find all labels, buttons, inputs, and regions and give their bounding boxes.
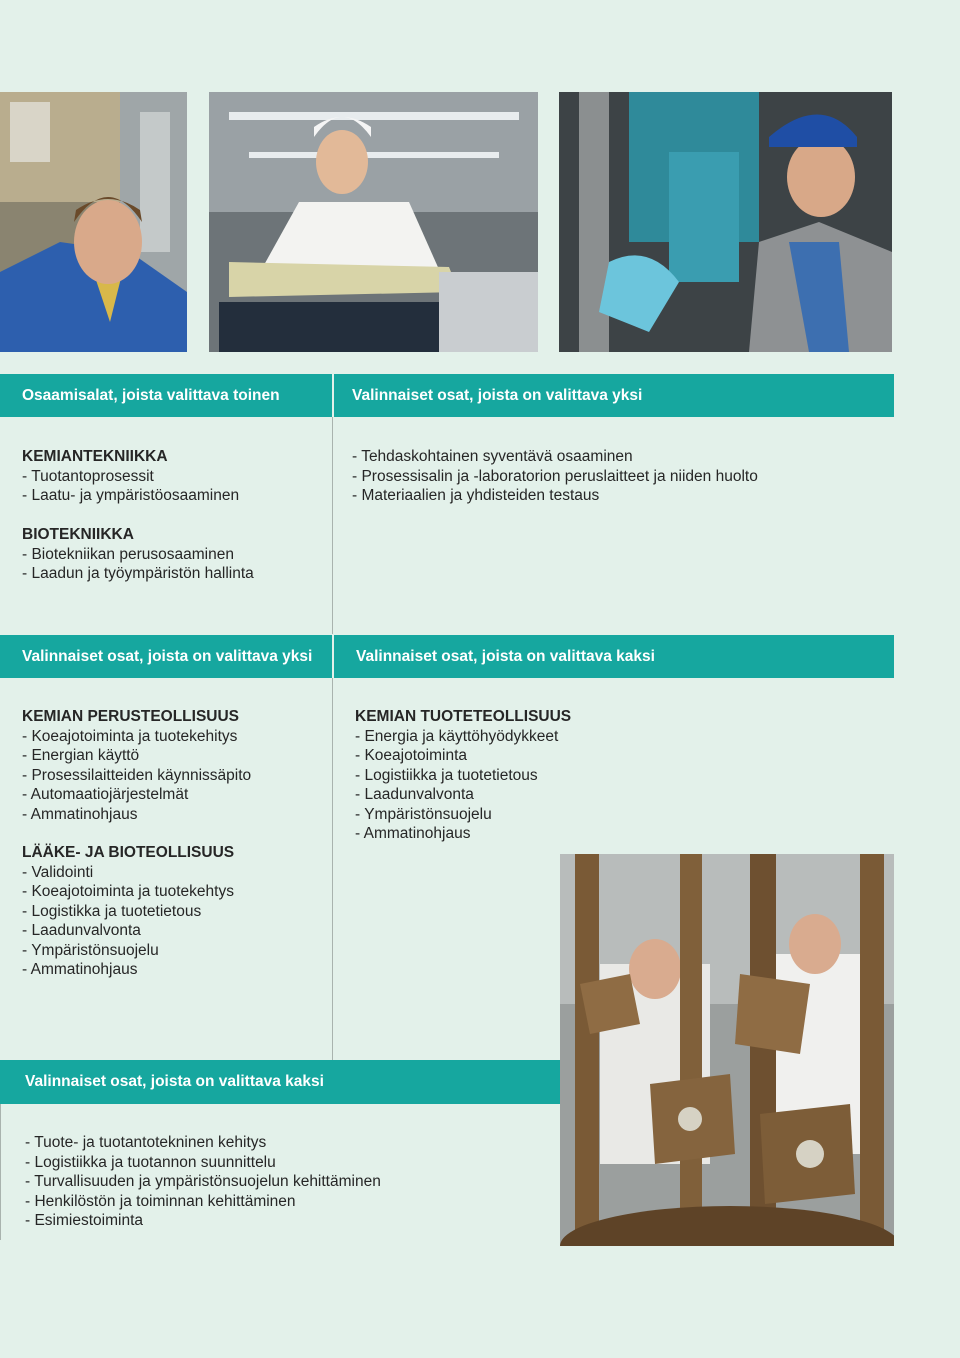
list-item: - Henkilöstön ja toiminnan kehittäminen bbox=[25, 1192, 296, 1210]
tuoteteollisuus-block bbox=[355, 707, 571, 844]
list-item: - Ammatinohjaus bbox=[355, 825, 471, 842]
list-item: - Koeajotoiminta bbox=[355, 747, 468, 764]
list-item: - Automaatiojärjestelmät bbox=[22, 786, 189, 803]
list-item: - Koeajotoiminta ja tuotekehitys bbox=[22, 727, 238, 745]
list-item: - Prosessisalin ja -laboratorion peruslaitteet ja niiden huolto bbox=[352, 467, 758, 485]
section1-left-header: Osaamisalat, joista valittava toinen bbox=[22, 386, 280, 404]
section1-header-bar bbox=[0, 374, 894, 417]
list-item: - Logistikka ja tuotetietous bbox=[22, 902, 202, 920]
list-item: - Laadunvalvonta bbox=[355, 786, 474, 803]
list-item: - Energia ja käyttöhyödykkeet bbox=[355, 727, 559, 745]
list-item: - Laadunvalvonta bbox=[22, 922, 141, 939]
section1-header-divider bbox=[332, 374, 334, 417]
kemiantekniikka-title: KEMIANTEKNIIKKA bbox=[22, 448, 168, 465]
section3-header: Valinnaiset osat, joista on valittava kaksi bbox=[25, 1073, 324, 1090]
laake-title: LÄÄKE- JA BIOTEOLLISUUS bbox=[22, 844, 235, 861]
biotekniikka-block bbox=[22, 525, 254, 584]
photo-tank-mixers bbox=[560, 854, 894, 1246]
list-item: - Ammatinohjaus bbox=[22, 961, 138, 978]
list-item: - Validointi bbox=[22, 863, 94, 881]
section3-list bbox=[25, 1133, 381, 1231]
list-item: - Laatu- ja ympäristöosaaminen bbox=[22, 487, 240, 504]
section2-left-header: Valinnaiset osat, joista on valittava yksi bbox=[22, 647, 313, 665]
list-item: - Laadun ja työympäristön hallinta bbox=[22, 565, 254, 582]
list-item: - Koeajotoiminta ja tuotekehtys bbox=[22, 883, 234, 900]
list-item: - Prosessilaitteiden käynnissäpito bbox=[22, 766, 252, 784]
list-item: - Tehdaskohtainen syventävä osaaminen bbox=[352, 448, 633, 465]
section2-header-bar bbox=[0, 635, 894, 678]
photo-lab-technician bbox=[209, 92, 538, 352]
section1-column-divider bbox=[332, 417, 333, 634]
list-item: - Tuotantoprosessit bbox=[22, 467, 154, 485]
section1-right-list bbox=[352, 447, 758, 506]
perusteollisuus-block bbox=[22, 707, 251, 980]
list-item: - Tuote- ja tuotantotekninen kehitys bbox=[25, 1134, 267, 1151]
section3-left-edge bbox=[0, 1104, 1, 1240]
list-item: - Logistiikka ja tuotetietous bbox=[355, 766, 538, 784]
list-item: - Biotekniikan perusosaaminen bbox=[22, 545, 234, 563]
section3-header-bar bbox=[0, 1060, 560, 1104]
list-item: - Ympäristönsuojelu bbox=[22, 941, 159, 959]
biotekniikka-title: BIOTEKNIIKKA bbox=[22, 526, 134, 543]
list-item: - Ammatinohjaus bbox=[22, 805, 138, 823]
list-item: - Logistiikka ja tuotannon suunnittelu bbox=[25, 1153, 276, 1171]
list-item: - Materiaalien ja yhdisteiden testaus bbox=[352, 487, 600, 504]
tuoteteollisuus-title: KEMIAN TUOTETEOLLISUUS bbox=[355, 708, 572, 725]
section2-right-header: Valinnaiset osat, joista on valittava kaksi bbox=[356, 647, 655, 665]
section2-header-divider bbox=[332, 635, 334, 678]
list-item: - Energian käyttö bbox=[22, 747, 140, 764]
photo-worker-blue-cap bbox=[559, 92, 892, 352]
section2-column-divider bbox=[332, 678, 333, 1060]
list-item: - Esimiestoiminta bbox=[25, 1212, 143, 1229]
list-item: - Turvallisuuden ja ympäristönsuojelun kehittäminen bbox=[25, 1173, 381, 1190]
perusteollisuus-title: KEMIAN PERUSTEOLLISUUS bbox=[22, 708, 240, 725]
list-item: - Ympäristönsuojelu bbox=[355, 805, 492, 823]
section1-right-header: Valinnaiset osat, joista on valittava yksi bbox=[352, 386, 643, 404]
photo-worker-blue-jacket bbox=[0, 92, 187, 352]
kemiantekniikka-block bbox=[22, 447, 239, 506]
